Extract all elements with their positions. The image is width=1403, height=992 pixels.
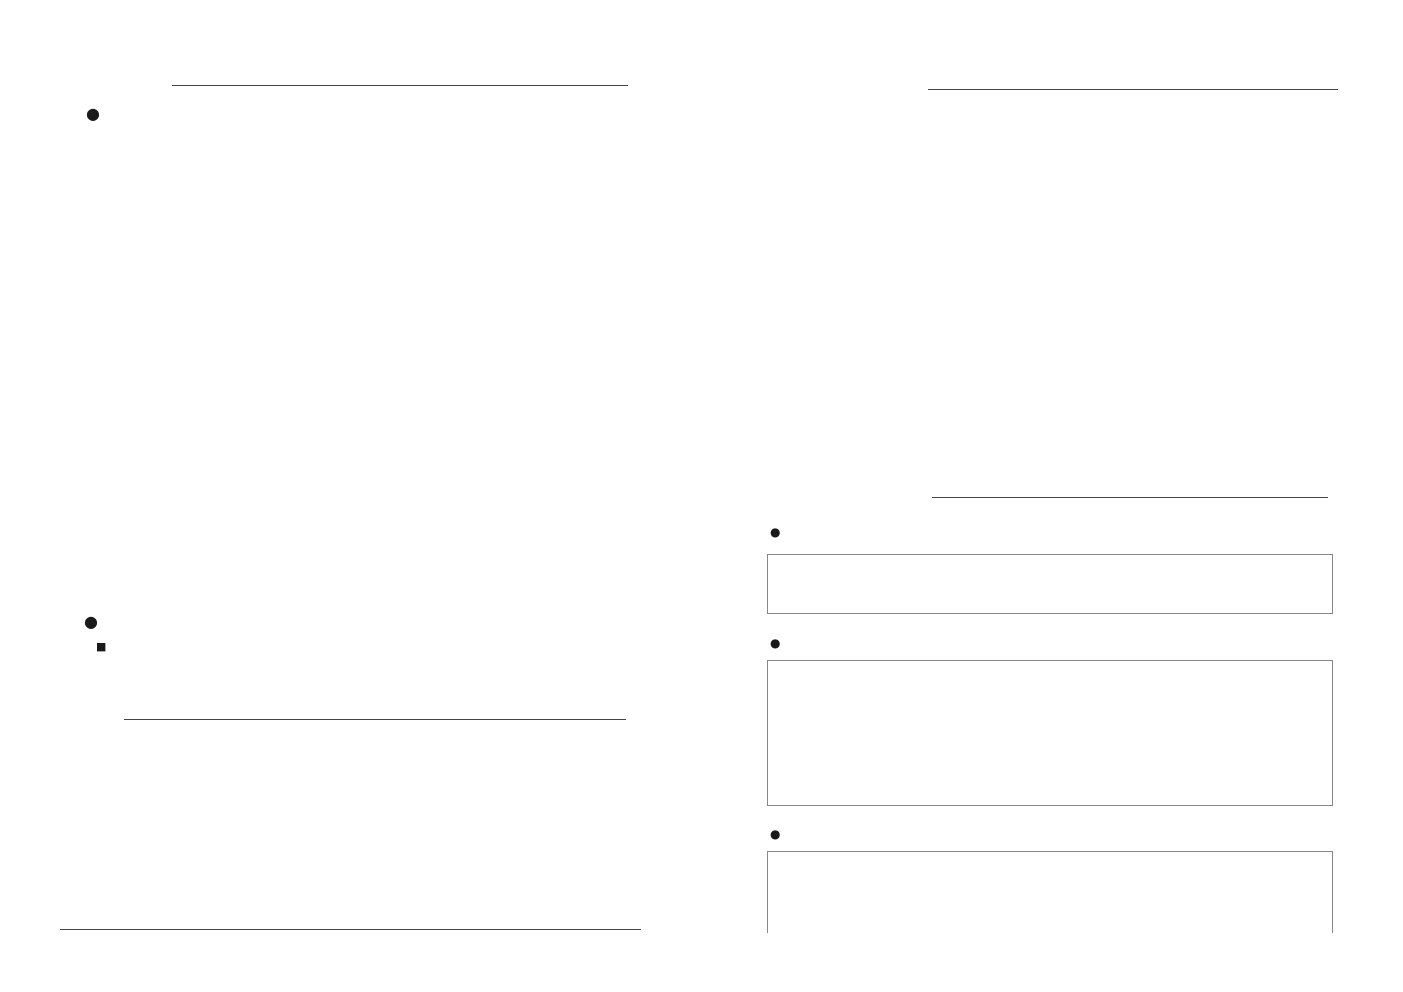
wednesday-route-table bbox=[767, 851, 1333, 933]
worship-title-rule bbox=[172, 85, 628, 86]
offering-section-title bbox=[768, 72, 772, 101]
meeting-title-rule bbox=[124, 719, 626, 720]
wednesday-route-title: ● bbox=[770, 827, 781, 841]
dawn-prayer-heading: ● bbox=[84, 612, 98, 631]
dawn-route-title: ● bbox=[770, 525, 781, 539]
sunday-route-title: ● bbox=[770, 636, 781, 650]
sunday-route-table bbox=[767, 660, 1333, 806]
dawn-route-table bbox=[767, 554, 1333, 614]
offering-title-rule bbox=[928, 89, 1338, 90]
afternoon-service-heading: ● bbox=[86, 104, 100, 123]
left-bottom-rule bbox=[60, 929, 641, 930]
route-title-rule bbox=[932, 497, 1328, 498]
dawn-prayer-subline: ■ bbox=[96, 640, 107, 653]
